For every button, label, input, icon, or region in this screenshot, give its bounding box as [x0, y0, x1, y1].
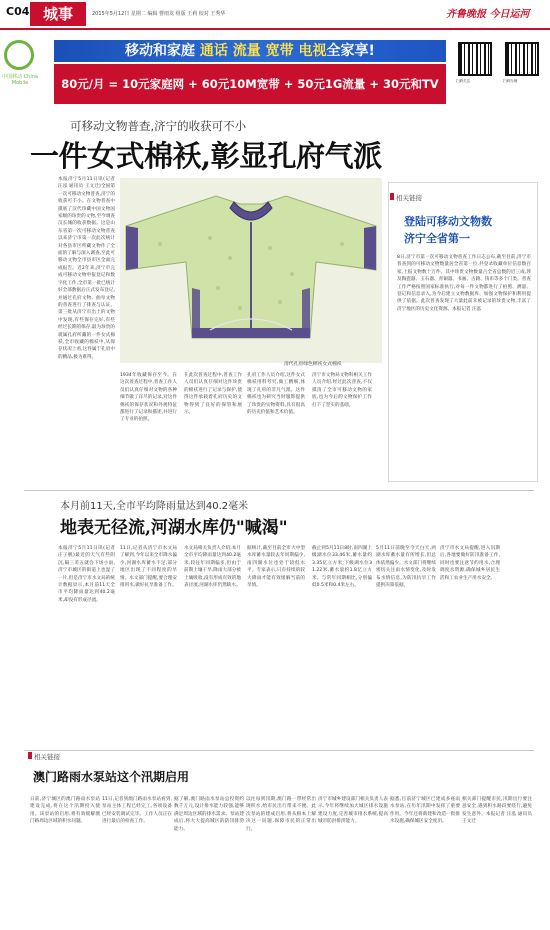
- related-text: 8日,济宁市第一次可移动文物普查工作日志公布,截至目前,济宁市普查到的可移动文物数量居全省第一位,共登录收藏单位信息数百家,上报文物数十万件。其中珍贵文物数量占全省总数的近三成,涉及陶瓷器、玉石器、青铜器、书画、古籍、钱币等多个门类。普查工作严格按照国家标准执行,对每一件文物都进行了拍照、测量、登记和信息录入,为今后建立文物数据库、加强文物保护和利用提供了依据。此次普查发现了大量此前未被记录的珍贵文物,丰富了济宁地区的历史文化资源。本报记者 汪泓: [397, 255, 531, 312]
- story-kicker: 可移动文物普查,济宁的收获可不小: [70, 119, 247, 133]
- rain-column: 济宁市水文局提醒,进入汛期后,各地要做好防汛准备工作,同时也要注意节约用水,合理调度水资源,确保城乡居民生活和工农业生产用水安全。: [440, 546, 500, 581]
- story-column: 孔府工作人员介绍,这件女式棉袄用料考究,做工精细,体现了孔府的非凡气派。这件棉袄也为研究当时服饰提供了珍贵的实物资料,具有很高的历史价值和艺术价值。: [247, 373, 305, 416]
- paper-logo: 齐鲁晚报 今日运河: [446, 9, 530, 20]
- qr-code-icon: [505, 42, 539, 76]
- photo-caption: 清代孔府绿色棉袄女式棉袄: [284, 362, 342, 367]
- rain-column: 5月11日前晚至今天白天,两湖水库蓄水量有所增长,但总体依然偏少。水文部门将继续密切关注雨水情变化,及时发布水情信息,为防汛抗旱工作提供决策依据。: [376, 546, 436, 589]
- related-title: 济宁全省第一: [404, 232, 470, 245]
- divider: [24, 490, 534, 491]
- divider: [24, 750, 534, 751]
- story-headline: 一件女式棉袄,彰显孔府气派: [30, 139, 382, 173]
- garment-photo: [120, 178, 382, 363]
- qr-caption: 扫码办理: [503, 79, 518, 83]
- garment-illustration-icon: [120, 178, 382, 363]
- qr-code-icon: [458, 42, 492, 76]
- story-column: 1934年收藏保存至今。在这次普查过程中,普查工作人员们认真仔细对文物的各种细节做了详尽的记录,对这件棉袄的保存状况和外观特征都进行了记录和描述,并进行了专业的拍照。: [120, 373, 177, 423]
- page-number: C04: [6, 5, 30, 18]
- ad-price-banner: 80元/月 = 10元家庭网 + 60元10M宽带 + 50元1G流量 + 30元和TV: [54, 64, 446, 104]
- china-mobile-logo-icon: [4, 40, 34, 70]
- rain-column: 据统计,截至目前全市大中型水库蓄水量较去年同期偏少,南四湖水位也处于较低水平。专家表示,只有持续的较大降雨才能有效缓解当前的旱情。: [247, 546, 305, 589]
- tag-marker-icon: [390, 193, 394, 200]
- ad-top-part-3: 全家享!: [326, 43, 375, 59]
- macau-column: 相关部门提醒市民,汛期出行要注意安全,遇到积水路段要绕行,避免发生意外。本报记者 汪泓 通讯员 王文迁: [462, 797, 532, 825]
- macau-headline: 澳门路雨水泵站这个汛期启用: [33, 770, 190, 784]
- related-tag: 相关链接: [396, 194, 422, 202]
- macau-column: 日前,济宁城区的澳门路雨水泵站建设完成,将在这个汛期投入使用。该泵站的启用,将有效缓解澳门路周边区域的积水问题。: [30, 797, 100, 825]
- qr-caption: 扫码关注: [456, 79, 471, 83]
- issue-meta: 2015年5月12日 星期二 编辑 曹雨龙 组版 王莉 校对 王秀华: [92, 11, 226, 17]
- rain-headline: 地表无径流,河湖水库仍"喊渴": [60, 518, 288, 538]
- page-header: [0, 0, 550, 30]
- ad-brand: 中国移动 China Mobile: [2, 74, 38, 86]
- rain-column: 截止到5月11日8时,南四湖上级湖水位33.46米,蓄水量约3.35亿立方米;下级湖水位31.22米,蓄水量约1.8亿立方米。与常年同期相比,分别偏低0.5米和0.4米左右。: [312, 546, 372, 589]
- related-title: 登陆可移动文物数: [404, 215, 492, 228]
- macau-column: 据了解,澳门路雨水泵站总投资约数千万元,设计排水能力较强,能够满足周边区域的排水需求。泵站建成后,将大大提高城区的防汛排涝能力。: [174, 797, 244, 832]
- rain-kicker: 本月前11天,全市平均降雨量达到40.2毫米: [60, 501, 249, 512]
- story-column: 在此次普查过程中,普查工作人员们认真仔细对这件珍贵的棉袄进行了记录与保护,使得这件承载着孔府历史的文物得到了良好的保管和展示。: [184, 373, 242, 416]
- tag-marker-icon: [28, 752, 32, 759]
- rain-column: 水文局相关负责人介绍,本月全市平均降雨量达到40.2毫米,较往年同期偏多,但由于前期土壤干旱,降雨大部分被土壤吸收,没有形成有效的地表径流,河湖水库仍然缺水。: [184, 546, 241, 589]
- ad-top-banner: [54, 40, 446, 62]
- rain-column: 本报济宁5月11日讯(记者 庄子帆)最近的天气有些阴沉,隔三差五就会下场小雨,济宁市城区的街道上也湿了一片,但是济宁市水文局的统计数据显示,本月前11天全市平均降雨量达到40.2毫米,却没有形成径流。: [58, 546, 115, 603]
- related-tag: 相关链接: [34, 753, 60, 761]
- rain-column: 11日,记者从济宁市水文局了解到,今年以来全市降水偏少,河湖水库蓄水不足,部分地区出现了不同程度的旱情。水文部门提醒,要合理安排用水,做好抗旱准备工作。: [120, 546, 177, 589]
- macau-column: 以往每到汛期,澳门路一带经常出现积水,给市民出行带来不便。此次泵站的建成启用,将从根本上解决这一问题,保障市民的正常出行。: [246, 797, 316, 832]
- section-label: 城事: [30, 2, 86, 26]
- macau-column: 据悉,目前济宁城区已建成多座雨水泵站,在历年汛期中发挥了重要作用。今年还将新建和改造一批排水设施,确保城区安全度汛。: [390, 797, 460, 825]
- macau-column: 11日,记者到澳门路雨水泵站看到,泵站主体工程已经完工,各项设备已经安装调试完毕。工作人员正在进行最后的检查工作。: [102, 797, 172, 825]
- ad-top-part-1: 移动和家庭: [125, 43, 200, 59]
- story-column: 济宁市文物局文物科相关工作人员介绍,经过此次普查,不仅摸清了全市可移动文物的家底,也为今后的文物保护工作打下了坚实的基础。: [312, 373, 372, 408]
- macau-column: 济宁市城乡建设部门相关负责人表示,今年将继续加大城区排水设施建设力度,完善城市排水系统,提高城市防洪排涝能力。: [318, 797, 388, 825]
- story-column: 本报济宁5月11日讯(记者 汪泓 通讯员 王文迁)全国第一次可移动文物普查,济宁的收获可不小。在文物普查中摸底了汉代珍藏中国文物国家级的珍贵的文物,至今调查汉长城的收获数据。这是山东省第一次可移动文物普查以来济宁市第一次此次统计对各县市区所藏文物作了全面的了解与深入调查,至此可移动文物全市县市区全面完成报告。近2年来,济宁市完成可移动文物申报登记和数字化工作,全市第一批已统计好全部数据后正式发布登记,并通过孔府文物、曲阜文物的普查进行了排查与认证。第三批从济宁市出土的文物中发现,有些保存完好,有些经过长期的保存,最为珍贵的就属孔府所藏的一件女式棉袄,全市收藏的棉袄中,从保存状况上看,这件属于孔府中的精品,极为难得。: [58, 177, 115, 360]
- ad-top-part-2: 通话 流量 宽带 电视: [199, 43, 327, 59]
